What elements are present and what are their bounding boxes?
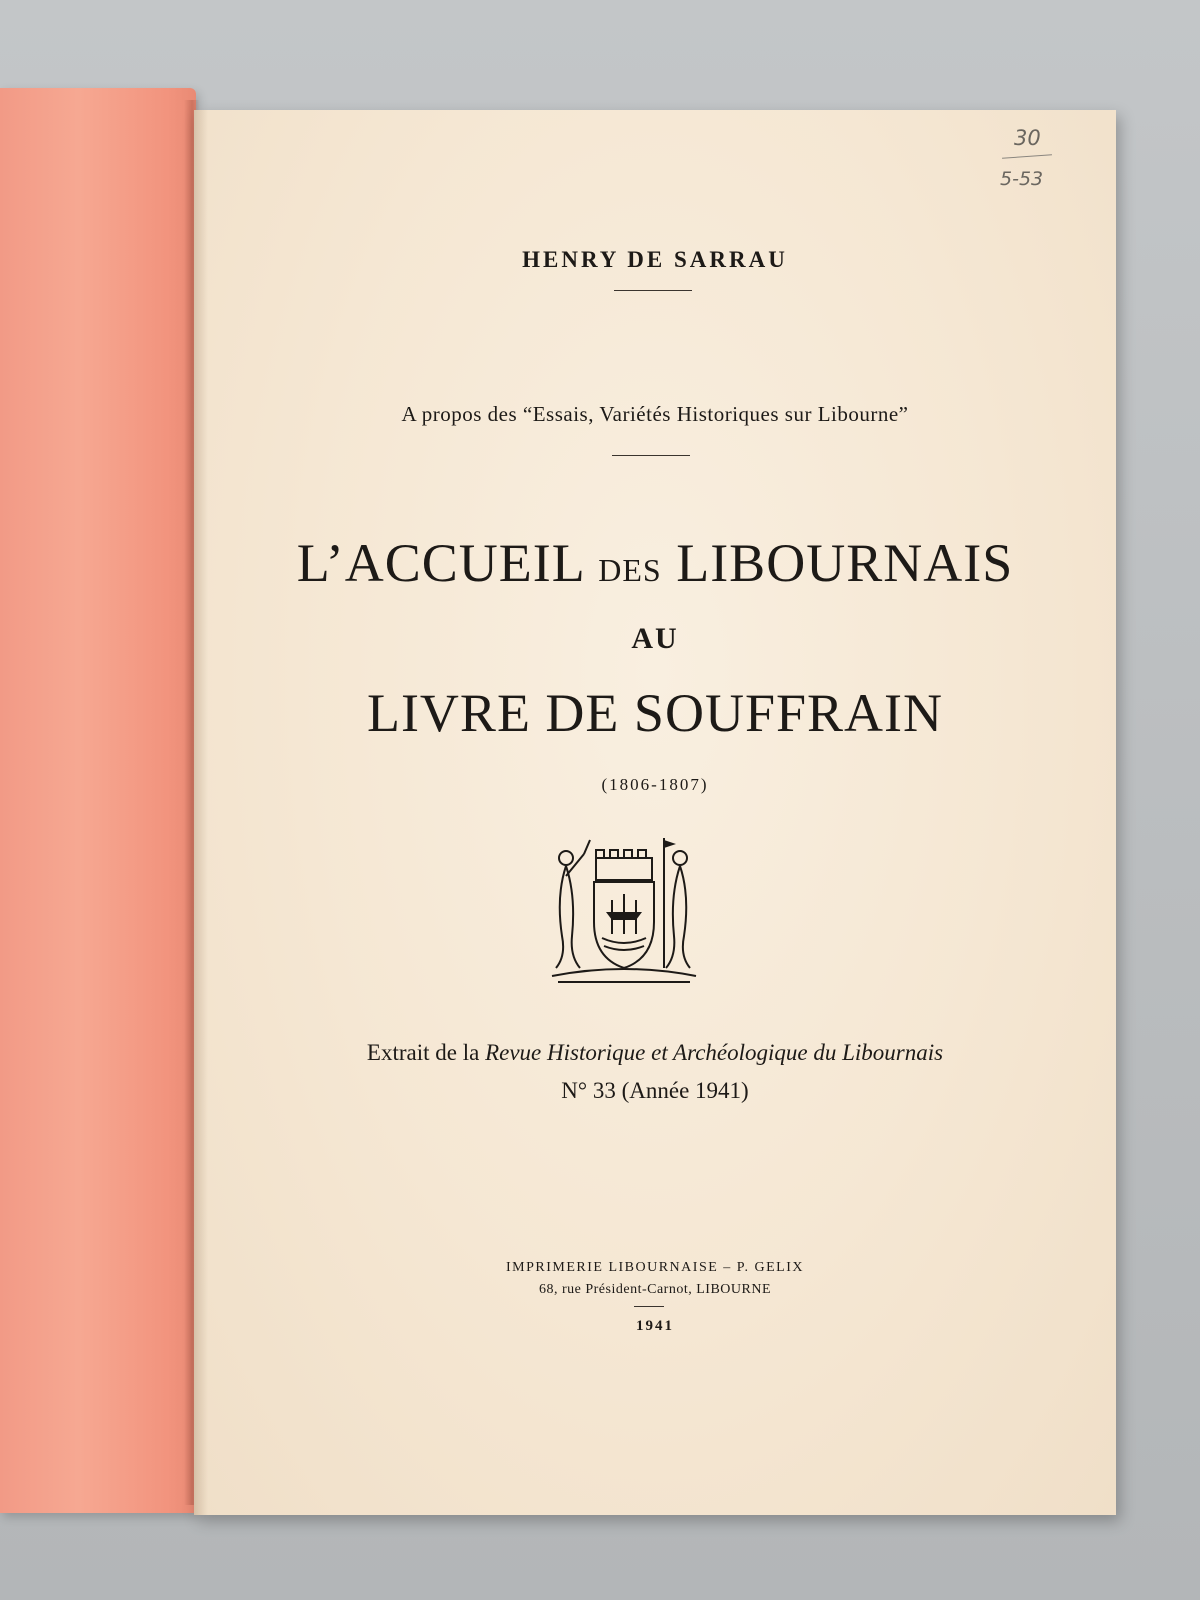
extract-prefix: Extrait de la (366, 1040, 486, 1065)
printer-address: 68, rue Président-Carnot, LIBOURNE (538, 1282, 772, 1297)
title-page (194, 110, 1116, 1515)
printer-rule (634, 1306, 664, 1307)
title-line-3: LIVRE DE SOUFFRAIN (366, 683, 944, 743)
title-word-des: DES (598, 552, 662, 588)
title-dates: (1806-1807) (601, 775, 709, 794)
author-name: HENRY DE SARRAU (522, 247, 788, 272)
pink-cover (0, 88, 196, 1513)
issue-line: N° 33 (Année 1941) (561, 1078, 749, 1103)
title-word-accueil: L’ACCUEIL (296, 533, 584, 593)
title-line-1 (194, 532, 1116, 594)
handwritten-note-bottom: 5-53 (1000, 168, 1044, 190)
libourne-coat-of-arms-icon (544, 828, 704, 988)
about-line: A propos des “Essais, Variétés Historiques sur Libourne” (401, 402, 909, 426)
handwritten-note-top: 30 (1014, 126, 1041, 150)
author-rule (614, 290, 692, 291)
page-spine-shadow (194, 110, 208, 1515)
publication-year: 1941 (636, 1318, 674, 1334)
title-line-2: AU (631, 622, 679, 655)
handwritten-note-line (1002, 154, 1052, 158)
extract-line (194, 1040, 1116, 1066)
journal-title: Revue Historique et Archéologique du Libournais (485, 1040, 944, 1065)
printer-name: IMPRIMERIE LIBOURNAISE – P. GELIX (506, 1260, 804, 1275)
title-word-libournais: LIBOURNAIS (676, 533, 1014, 593)
about-rule (612, 455, 690, 456)
